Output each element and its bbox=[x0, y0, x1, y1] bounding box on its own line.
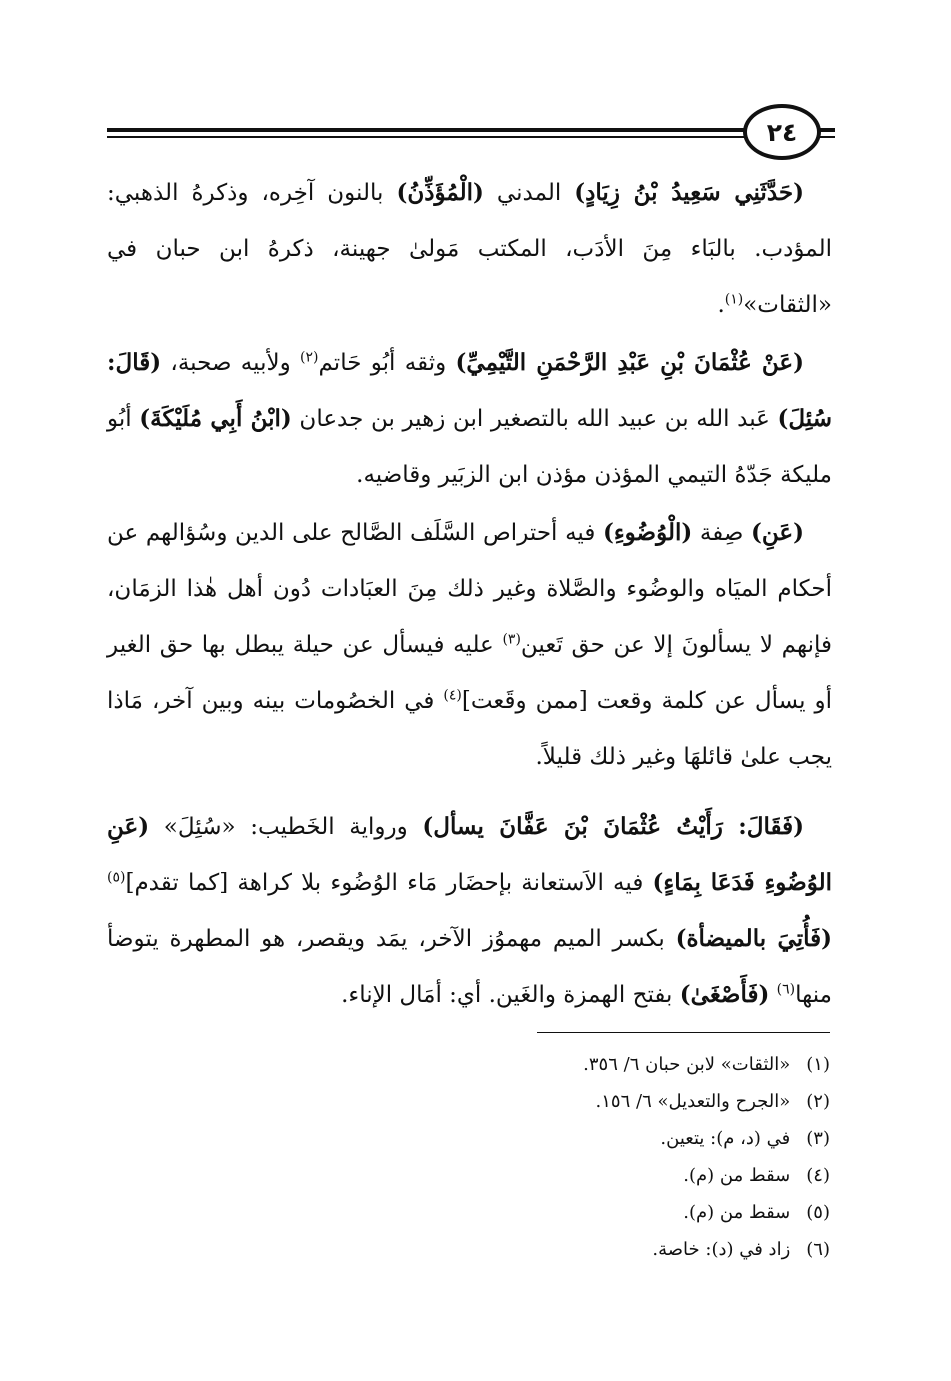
commentary-text: . bbox=[717, 292, 725, 318]
commentary-text: عَبد الله بن عبيد الله بالتصغير ابن زهير بن جدعان bbox=[291, 406, 778, 432]
quoted-text: (فَقَالَ: رَأَيْتُ عُثْمَانَ بْنَ عَفَّانَ يسأل) bbox=[422, 813, 804, 840]
footnote-item bbox=[430, 1083, 830, 1120]
footnote-ref: (٢) bbox=[300, 349, 319, 366]
page-number: ٢٤ bbox=[766, 117, 798, 147]
commentary-text bbox=[769, 982, 776, 1008]
footnote-item bbox=[430, 1194, 830, 1231]
footnote-number: (٥) bbox=[806, 1202, 830, 1223]
header-rule-top bbox=[107, 128, 835, 132]
footnote-text: في (د، م): يتعين. bbox=[660, 1128, 791, 1149]
commentary-text: بفتح الهمزة والغَين. أي: أمَال الإناء. bbox=[341, 982, 680, 1008]
footnote-ref: (٥) bbox=[107, 869, 126, 886]
commentary-text: أبُو مليكة جَدّهُ التيمي المؤذن مؤذن ابن الزبَير وقاضيه. bbox=[107, 406, 832, 488]
footnote-item bbox=[430, 1157, 830, 1194]
paragraph-2 bbox=[107, 335, 832, 503]
footnote-text: «الجرح والتعديل» ٦/ ١٥٦. bbox=[595, 1091, 791, 1112]
commentary-text: صِفة bbox=[692, 520, 752, 546]
footnote-text: سقط من (م). bbox=[683, 1202, 791, 1223]
page-number-badge bbox=[743, 104, 821, 160]
main-text bbox=[107, 165, 832, 1023]
footnote-number: (٦) bbox=[806, 1239, 830, 1260]
footnote-number: (٢) bbox=[806, 1091, 830, 1112]
footnote-text: زاد في (د): خاصة. bbox=[652, 1239, 791, 1260]
page-header bbox=[107, 104, 835, 164]
quoted-text: (الْوُضُوءِ) bbox=[602, 519, 693, 546]
footnote-item bbox=[430, 1046, 830, 1083]
footnote-number: (٣) bbox=[806, 1128, 830, 1149]
quoted-text: (قَالَ: سُئِلَ) bbox=[107, 349, 833, 432]
paragraph-1 bbox=[107, 165, 832, 333]
footnote-ref: (٦) bbox=[776, 981, 796, 998]
footnote-text: سقط من (م). bbox=[683, 1165, 791, 1186]
quoted-text: (فَأُتِيَ بالميضأة) bbox=[675, 925, 832, 952]
commentary-text: فيه أحتراص السَّلَف الصَّالح على الدين وسُؤالهم عن أحكام الميَاه والوضُوء والصَّلاة وغير ذلك مِنَ العبَادات دُون أهل هٰذا الزمَان، فإنهم لا يسألونَ إلا عن حق تَعين bbox=[107, 520, 832, 658]
paragraph-3 bbox=[107, 505, 832, 785]
commentary-text: ولأبيه صحبة، bbox=[161, 350, 301, 376]
footnote-text: «الثقات» لابن حبان ٦/ ٣٥٦. bbox=[583, 1054, 791, 1075]
commentary-text: بكسر الميم مهموُز الآخر، يمَد ويقصر، هو المطهرة يتوضأ منها bbox=[107, 926, 832, 1008]
quoted-text: (عَنْ عُثْمَانَ بْنِ عَبْدِ الرَّحْمَنِ التَّيْمِيِّ) bbox=[455, 349, 804, 376]
footnote-number: (٤) bbox=[806, 1165, 830, 1186]
footnote-number: (١) bbox=[806, 1054, 830, 1075]
footnotes bbox=[430, 1046, 830, 1268]
quoted-text: (فَأَصْغَىٰ) bbox=[679, 981, 770, 1008]
paragraph-4 bbox=[107, 799, 832, 1023]
quoted-text: (عَنِ) bbox=[751, 519, 805, 546]
commentary-text: في الخصُومات بينه وبين آخر، مَاذا يجب علىٰ قائلهَا وغير ذلك قليلاً. bbox=[107, 688, 832, 770]
header-rule-bottom bbox=[107, 136, 835, 138]
quoted-text: (الْمُؤَذِّنُ) bbox=[396, 179, 484, 206]
commentary-text: بالنون آخِره، وذكرهُ الذهبي: المؤدب. بالبَاء مِنَ الأدَب، المكتب مَولىٰ جهينة، ذكرهُ ابن حبان في «الثقات» bbox=[107, 180, 832, 318]
footnote-ref: (١) bbox=[724, 291, 744, 308]
footnote-item bbox=[430, 1120, 830, 1157]
quoted-text: (حَدَّثَنِي سَعِيدُ بْنُ زِيَادٍ) bbox=[574, 179, 805, 206]
commentary-text: ورواية الخَطيب: «سُئِلَ» bbox=[149, 814, 423, 840]
footnote-ref: (٤) bbox=[443, 687, 462, 704]
quoted-text: (عَنِ الوُضُوءِ فَدَعَا بِمَاءٍ) bbox=[107, 813, 832, 896]
commentary-text: عليه فيسأل عن حيلة يبطل بها حق الغير أو يسأل عن كلمة وقعت [ممن وقَعت] bbox=[107, 632, 832, 714]
commentary-text: فيه الاَستعانة بإحضَار مَاء الوُضُوء بلا كراهة [كما تقدم] bbox=[125, 870, 653, 896]
commentary-text: المدني bbox=[483, 180, 575, 206]
footnote-ref: (٣) bbox=[502, 631, 521, 648]
commentary-text: وثقه أبُو حَاتم bbox=[318, 350, 456, 376]
footnote-separator bbox=[537, 1032, 830, 1033]
quoted-text: (ابْنُ أَبِي مُلَيْكَةَ) bbox=[139, 405, 292, 432]
footnote-item bbox=[430, 1231, 830, 1268]
